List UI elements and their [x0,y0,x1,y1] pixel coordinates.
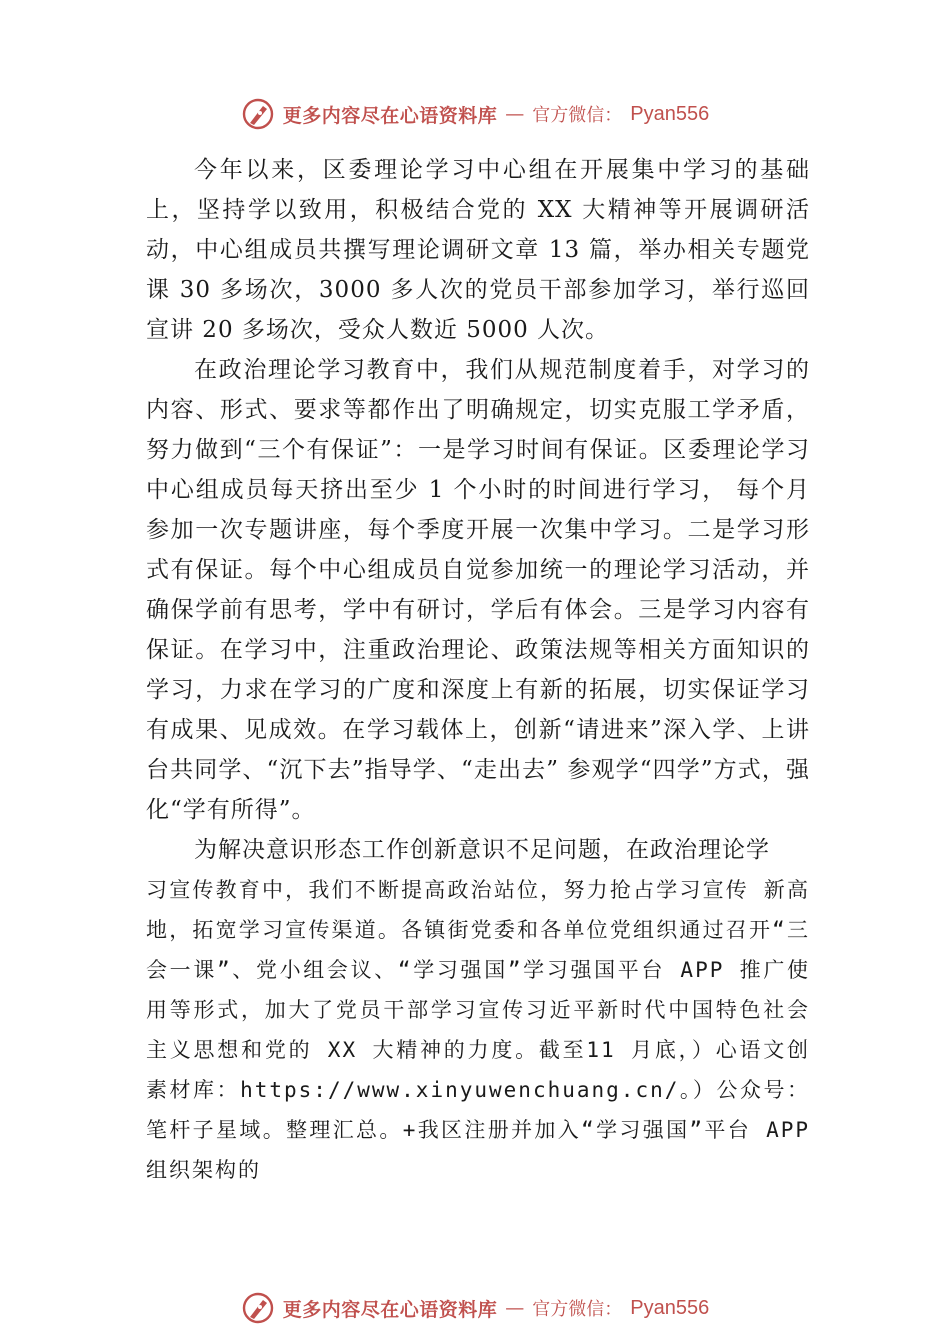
paragraph-1: 今年以来，区委理论学习中心组在开展集中学习的基础上，坚持学以致用，积极结合党的 XX 大精神等开展调研活动，中心组成员共撰写理论调研文章 13 篇，举办相关专题党课 30 多场次，3000 多人次的党员干部参加学习，举行巡回宣讲 20 多场次，受众人数近 5000 人次。 [146,157,810,343]
paragraph-3-continued: 习宣传教育中，我们不断提高政治站位，努力抢占学习宣传 新高地，拓宽学习宣传渠道。各镇街党委和各单位党组织通过召开“三会一课”、党小组会议、“学习强国”学习强国平台 APP 推广使用等形式，加大了党员干部学习宣传习近平新时代中国特色社会主义思想和党的 XX 大精神的力度。截至11 月底，）心语文创素材库：https://www.xinyuwenchuang.cn/。）公众号：笔杆子星域。整理汇总。+我区注册并加入“学习强国”平台 APP 组织架构的 [146,878,810,1182]
pen-nib-circle-icon [241,97,275,131]
footer-banner-inner [241,1291,709,1325]
paragraph-2: 在政治理论学习教育中，我们从规范制度着手，对学习的内容、形式、要求等都作出了明确规定，切实克服工学矛盾，努力做到“三个有保证”：一是学习时间有保证。区委理论学习中心组成员每天挤出至少 1 个小时的时间进行学习， 每个月参加一次专题讲座，每个季度开展一次集中学习。二是学习形式有保证。每个中心组成员自觉参加统一的理论学习活动，并确保学前有思考，学中有研讨，学后有体会。三是学习内容有保证。在学习中，注重政治理论、政策法规等相关方面知识的学习，力求在学习的广度和深度上有新的拓展，切实保证学习有成果、见成效。在学习载体上，创新“请进来”深入学、上讲台共同学、“沉下去”指导学、“走出去” 参观学“四学”方式，强化“学有所得”。 [146,357,810,823]
header-banner-inner [241,97,709,131]
site-name: 更多内容尽在心语资料库 [282,1298,498,1321]
wechat-label: 官方微信： [532,105,623,126]
separator-dash: — [505,103,525,125]
separator-dash: — [505,1297,525,1319]
header-banner [0,94,950,134]
wechat-id: Pyan556 [630,1296,710,1319]
footer-banner [0,1288,950,1328]
pen-nib-circle-icon [241,1291,275,1325]
paragraph-3: 为解决意识形态工作创新意识不足问题，在政治理论学 [194,837,770,863]
wechat-label: 官方微信： [532,1299,623,1320]
site-name: 更多内容尽在心语资料库 [282,104,498,127]
document-body [146,150,810,1190]
wechat-id: Pyan556 [630,102,710,125]
